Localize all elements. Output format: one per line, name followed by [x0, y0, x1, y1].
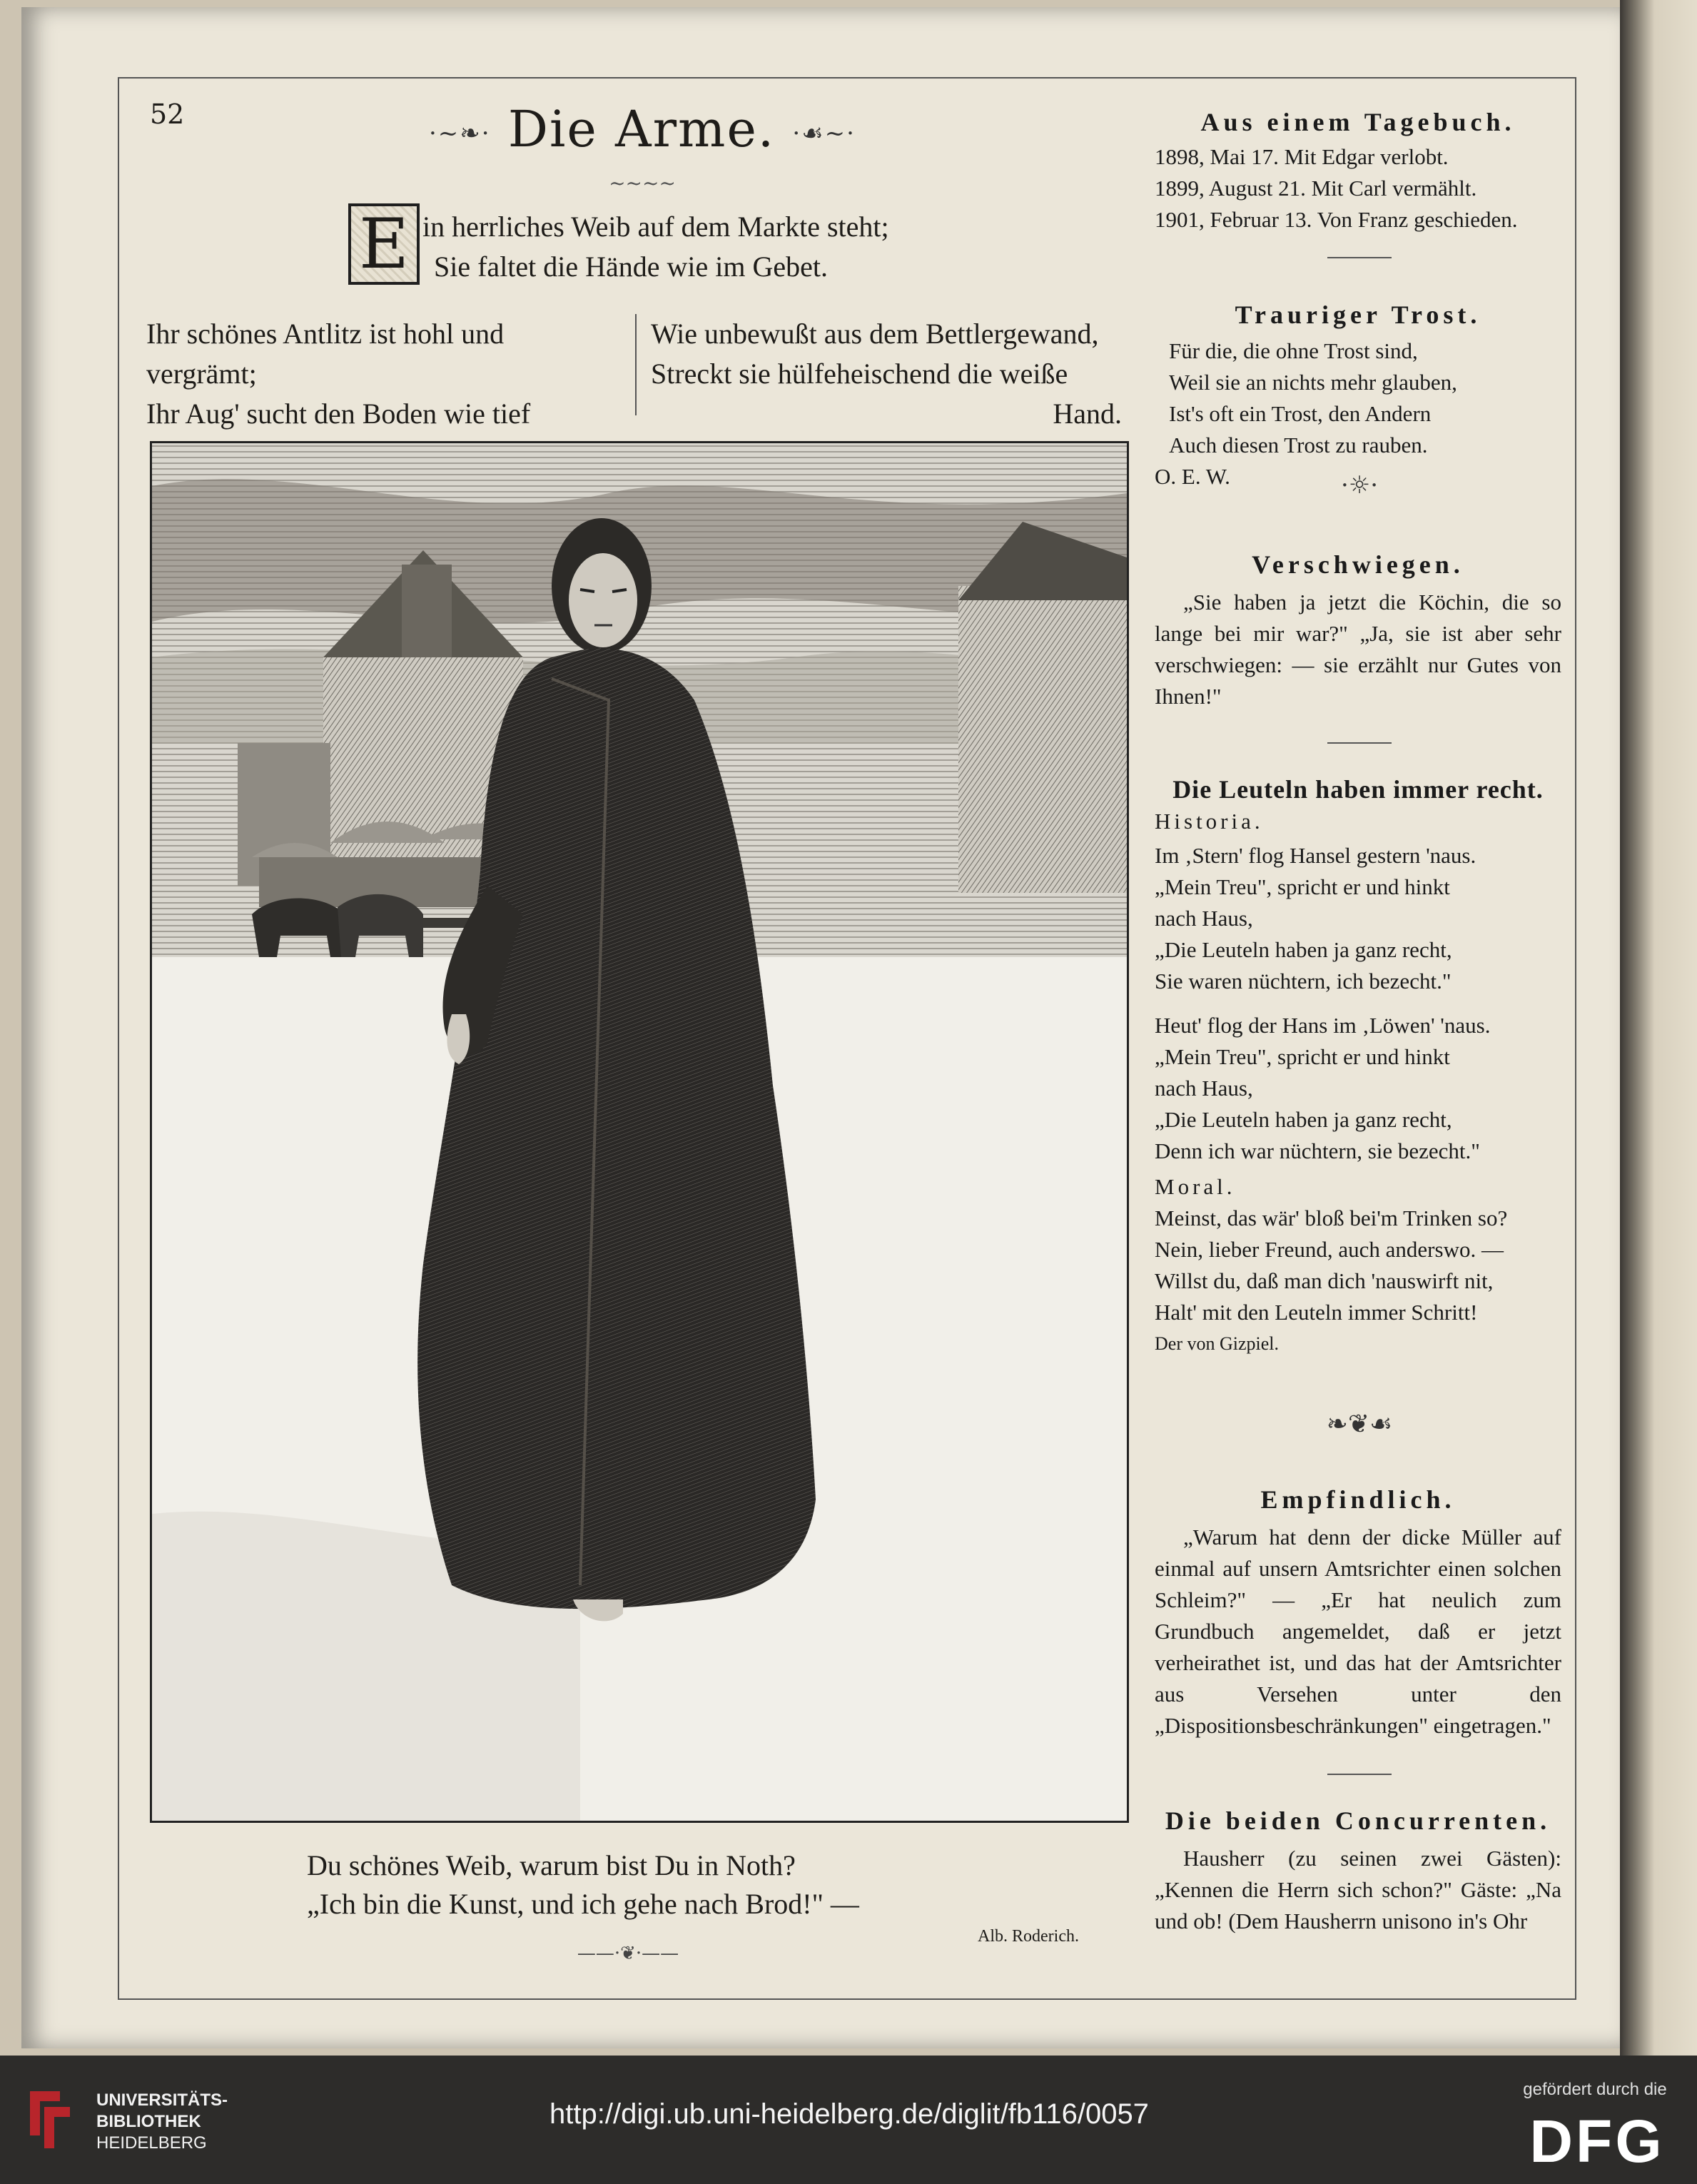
leuteln-signature: Der von Gizpiel.: [1155, 1333, 1280, 1354]
funded-by-label: gefördert durch die: [1523, 2080, 1667, 2099]
caption-line-2: „Ich bin die Kunst, und ich gehe nach Brod!" —: [307, 1888, 859, 1920]
moral-heading: Moral.: [1155, 1174, 1236, 1199]
trost-line: Auch diesen Trost zu rauben.: [1169, 433, 1428, 457]
tagebuch-heading: Aus einem Tagebuch.: [1200, 108, 1516, 136]
empfindlich-text: „Warum hat denn der dicke Müller auf einmal auf unsern Amtsrichter einen solchen Schleim?" — „Er hat neulich zum Grundbuch angemeldet, daß er jetzt verheirathet ist, und das hat der Amtsrichter aus Versehen unter den „Dispositionsbeschränkungen" eingetragen.": [1155, 1525, 1561, 1738]
leuteln-heading: Die Leuteln haben immer recht.: [1172, 775, 1544, 804]
trost-line: Für die, die ohne Trost sind,: [1169, 338, 1418, 363]
poem-left-line: Ihr Aug' sucht den Boden wie tief: [146, 398, 531, 430]
leuteln-line: „Mein Treu", spricht er und hinkt: [1155, 874, 1450, 899]
tagebuch-section: [1155, 107, 1561, 236]
tagebuch-entry: 1898, Mai 17. Mit Edgar verlobt.: [1155, 144, 1449, 169]
trost-line: Ist's oft ein Trost, den Andern: [1169, 401, 1432, 426]
trost-signature: O. E. W.: [1155, 464, 1230, 489]
library-name-line: UNIVERSITÄTS-: [96, 2091, 228, 2110]
next-page-edge: [1620, 0, 1697, 2056]
leuteln-line: „Die Leuteln haben ja ganz recht,: [1155, 1107, 1452, 1132]
leuteln-subheading: Historia.: [1155, 809, 1264, 834]
page-title: [428, 100, 856, 158]
leuteln-line: „Mein Treu", spricht er und hinkt: [1155, 1044, 1450, 1069]
library-name-line: HEIDELBERG: [96, 2133, 207, 2153]
title-ornament-right: ·☙~·: [792, 119, 856, 148]
poem-line-2: Sie faltet die Hände wie im Gebet.: [434, 251, 829, 283]
page-number: 52: [150, 98, 185, 130]
leuteln-section: [1155, 774, 1561, 1360]
trost-heading: Trauriger Trost.: [1235, 300, 1481, 329]
trost-section: [1155, 300, 1561, 492]
section-rule: [1327, 257, 1392, 258]
verschwiegen-section: [1155, 550, 1561, 712]
poem-right-line: Streckt sie hülfeheischend die weiße: [651, 358, 1068, 390]
caption-author: Alb. Roderich.: [978, 1927, 1079, 1946]
caption-line-1: Du schönes Weib, warum bist Du in Noth?: [307, 1849, 796, 1881]
leuteln-line: nach Haus,: [1155, 1076, 1253, 1101]
poem-line-1: in herrliches Weib auf dem Markte steht;: [422, 211, 889, 243]
concurrenten-text: Hausherr (zu seinen zwei Gästen): „Kennen die Herrn sich schon?" Gäste: „Na und ob! (Dem Hausherrn unisono in's Ohr: [1155, 1846, 1561, 1933]
concurrenten-heading: Die beiden Concurrenten.: [1165, 1806, 1551, 1835]
verschwiegen-text: „Sie haben ja jetzt die Köchin, die so lange bei mir war?" „Ja, sie ist aber sehr verschwiegen: — sie erzählt nur Gutes von Ihnen!": [1155, 590, 1561, 709]
concurrenten-section: [1155, 1806, 1561, 1937]
poem-right-line: Hand.: [1053, 398, 1122, 430]
section-rule: [1327, 1774, 1392, 1775]
flourish-ornament-icon: ❧❦☙: [1326, 1410, 1393, 1439]
leuteln-line: Im ‚Stern' flog Hansel gestern 'naus.: [1155, 843, 1476, 868]
leuteln-line: „Die Leuteln haben ja ganz recht,: [1155, 937, 1452, 962]
ub-logo-icon: [16, 2086, 84, 2154]
title-text: Die Arme.: [507, 100, 776, 158]
dfg-logo: DFG: [1529, 2108, 1665, 2175]
source-url-link[interactable]: http://digi.ub.uni-heidelberg.de/diglit/fb116/0057: [549, 2098, 1149, 2130]
tagebuch-entry: 1901, Februar 13. Von Franz geschieden.: [1155, 207, 1518, 232]
title-squiggle: ~~~~: [609, 171, 676, 195]
engraving-svg: [152, 443, 1127, 1821]
stanza-divider: [635, 314, 637, 415]
footer-bar: [0, 2056, 1697, 2184]
drop-cap: E: [348, 203, 420, 285]
leuteln-line: Denn ich war nüchtern, sie bezecht.": [1155, 1138, 1480, 1163]
empfindlich-section: [1155, 1485, 1561, 1741]
moral-line: Willst du, daß man dich 'nauswirft nit,: [1155, 1268, 1494, 1293]
leuteln-line: nach Haus,: [1155, 906, 1253, 931]
moral-line: Meinst, das wär' bloß bei'm Trinken so?: [1155, 1205, 1508, 1230]
trost-line: Weil sie an nichts mehr glauben,: [1169, 370, 1457, 395]
poem-right-stanza: [651, 314, 1122, 434]
engraving-illustration: [150, 441, 1129, 1823]
sun-ornament-icon: ·☼·: [1340, 471, 1379, 500]
leuteln-line: Heut' flog der Hans im ‚Löwen' 'naus.: [1155, 1013, 1491, 1038]
moral-line: Halt' mit den Leuteln immer Schritt!: [1155, 1300, 1478, 1325]
verschwiegen-heading: Verschwiegen.: [1252, 550, 1464, 579]
poem-right-line: Wie unbewußt aus dem Bettlergewand,: [651, 318, 1099, 350]
leuteln-line: Sie waren nüchtern, ich bezecht.": [1155, 969, 1452, 994]
poem-left-line: Ihr schönes Antlitz ist hohl und vergrämt;: [146, 318, 505, 390]
library-name-line: BIBLIOTHEK: [96, 2112, 201, 2131]
caption-ornament: ——·❦·——: [577, 1943, 679, 1964]
section-rule: [1327, 742, 1392, 744]
empfindlich-heading: Empfindlich.: [1260, 1485, 1456, 1514]
library-name: [96, 2090, 228, 2154]
tagebuch-entry: 1899, August 21. Mit Carl vermählt.: [1155, 176, 1477, 201]
title-ornament-left: ·~❧·: [429, 119, 491, 148]
moral-line: Nein, lieber Freund, auch anderswo. —: [1155, 1237, 1504, 1262]
